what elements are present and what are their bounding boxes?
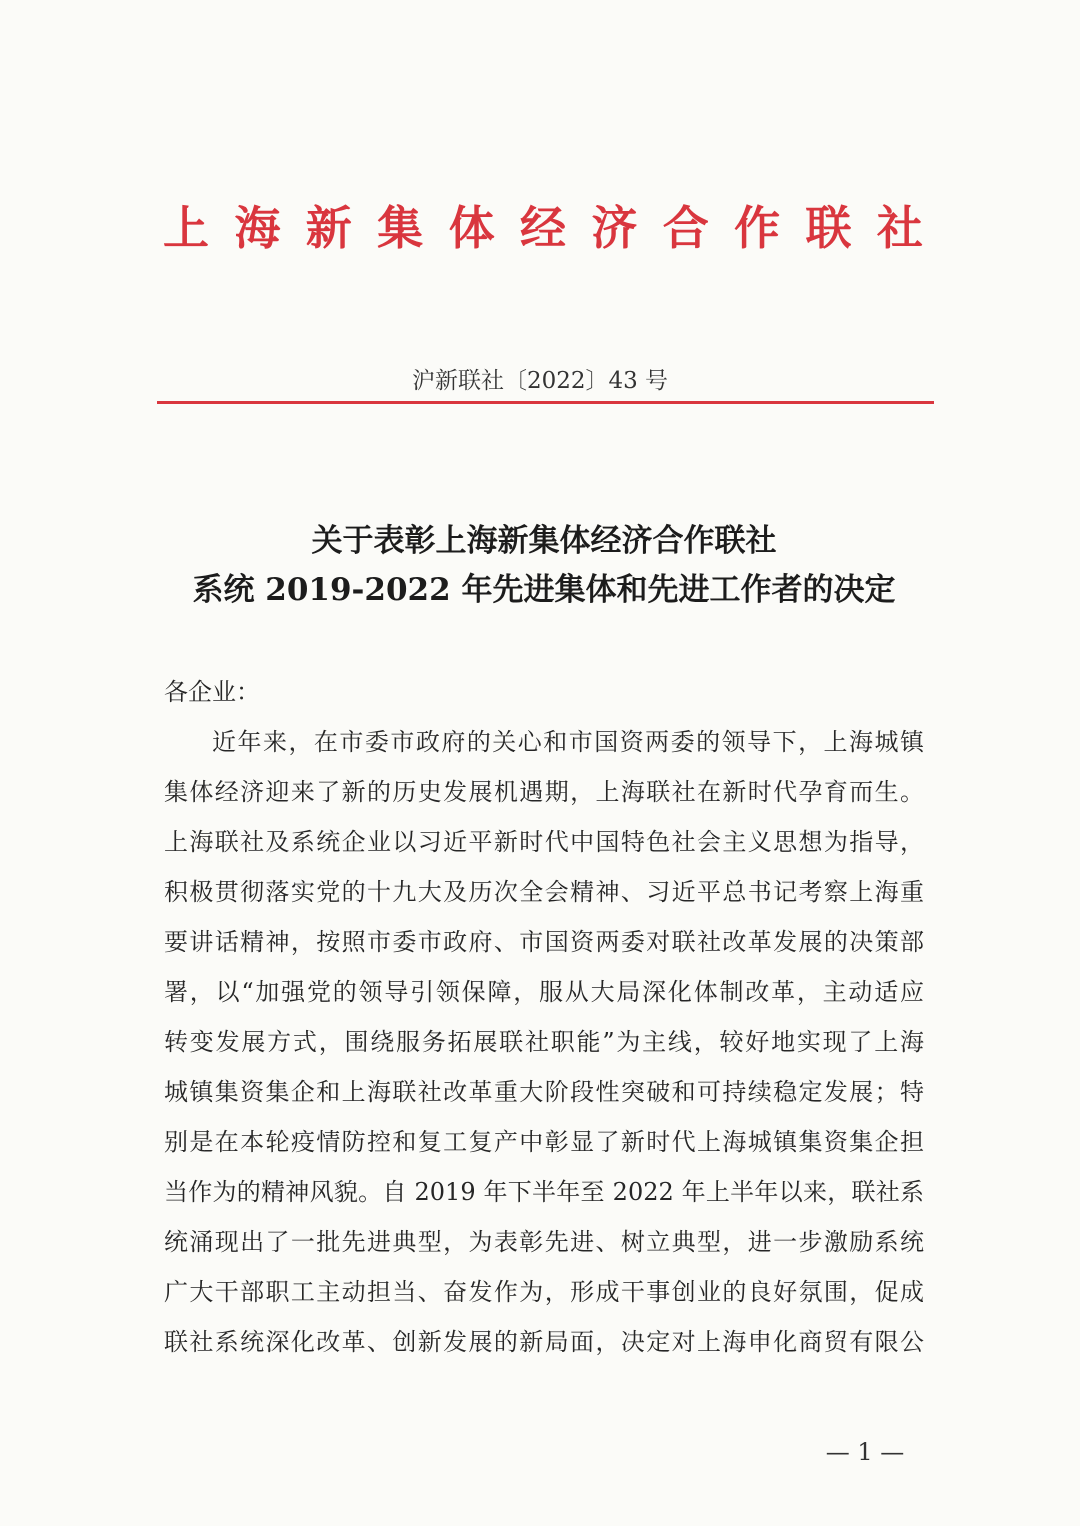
- body-line-4: 积极贯彻落实党的十九大及历次全会精神、习近平总书记考察上海重: [164, 878, 924, 906]
- letterhead-char: 新: [305, 201, 352, 255]
- organization-letterhead: [163, 196, 923, 260]
- letterhead-char: 上: [163, 201, 209, 255]
- letterhead-char: 社: [876, 201, 923, 255]
- body-line-2: 集体经济迎来了新的历史发展机遇期，上海联社在新时代孕育而生。: [164, 778, 924, 806]
- letterhead-char: 济: [591, 201, 638, 255]
- body-line-13: 联社系统深化改革、创新发展的新局面，决定对上海申化商贸有限公: [164, 1328, 924, 1356]
- body-line-1: 近年来，在市委市政府的关心和市国资两委的领导下，上海城镇: [212, 728, 924, 756]
- letterhead-char: 经: [519, 201, 566, 255]
- salutation: 各企业：: [164, 678, 260, 706]
- body-line-9: 别是在本轮疫情防控和复工复产中彰显了新时代上海城镇集资集企担: [164, 1128, 924, 1156]
- letterhead-char: 体: [448, 201, 495, 255]
- letterhead-char: 作: [734, 201, 781, 255]
- document-title-line-2: 系统 2019-2022 年先进集体和先进工作者的决定: [192, 572, 896, 608]
- body-line-5: 要讲话精神，按照市委市政府、市国资两委对联社改革发展的决策部: [164, 928, 924, 956]
- body-line-10: 当作为的精神风貌。自 2019 年下半年至 2022 年上半年以来，联社系: [164, 1178, 924, 1206]
- body-line-3: 上海联社及系统企业以习近平新时代中国特色社会主义思想为指导，: [164, 828, 924, 856]
- body-line-11: 统涌现出了一批先进典型，为表彰先进、树立典型，进一步激励系统: [164, 1228, 924, 1256]
- letterhead-char: 集: [377, 201, 424, 255]
- letterhead-char: 合: [662, 201, 709, 255]
- body-line-7: 转变发展方式，围绕服务拓展联社职能”为主线，较好地实现了上海: [164, 1028, 924, 1056]
- body-line-8: 城镇集资集企和上海联社改革重大阶段性突破和可持续稳定发展；特: [164, 1078, 924, 1106]
- letterhead-char: 海: [234, 201, 281, 255]
- body-line-6: 署，以“加强党的领导引领保障，服从大局深化体制改革，主动适应: [164, 978, 924, 1006]
- document-number: 沪新联社〔2022〕43 号: [411, 368, 669, 394]
- document-title-line-1: 关于表彰上海新集体经济合作联社: [311, 523, 777, 559]
- letterhead-char: 联: [805, 201, 852, 255]
- page-number: — 1 —: [825, 1438, 905, 1466]
- red-divider-line: [157, 401, 934, 404]
- body-line-12: 广大干部职工主动担当、奋发作为，形成干事创业的良好氛围，促成: [164, 1278, 924, 1306]
